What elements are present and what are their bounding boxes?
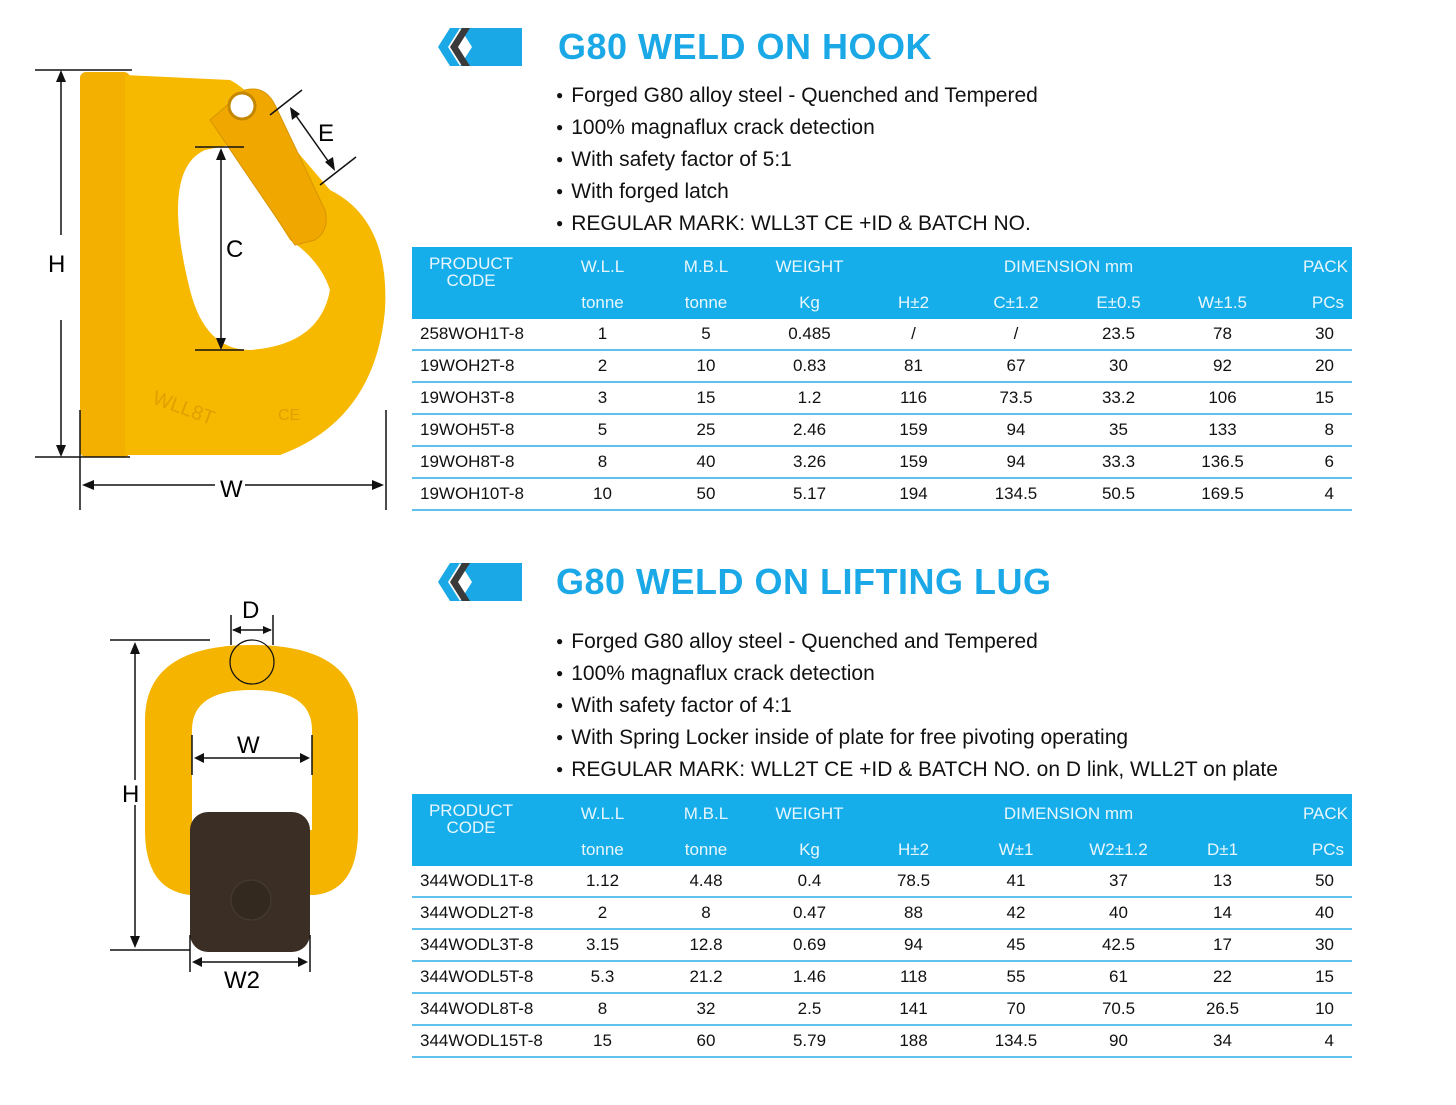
dimension-label-h: H xyxy=(122,781,140,808)
table-cell: 50 xyxy=(655,478,757,510)
header-product-code: PRODUCT CODE xyxy=(412,794,550,866)
table-cell: 5 xyxy=(655,319,757,350)
table-cell: 78.5 xyxy=(862,866,965,897)
table-cell: 14 xyxy=(1170,897,1275,929)
table-cell: 0.83 xyxy=(757,350,862,382)
double-chevron-icon xyxy=(438,28,522,66)
dimension-label-h: H xyxy=(48,251,66,278)
table-row xyxy=(412,961,1352,993)
table-cell: 5 xyxy=(550,414,655,446)
table-cell: 30 xyxy=(1067,350,1170,382)
table-cell: 55 xyxy=(965,961,1067,993)
header-pack-unit: PCs xyxy=(1275,834,1352,866)
product-code-cell: 344WODL8T-8 xyxy=(412,993,550,1025)
hook-product-image xyxy=(80,72,385,457)
feature-item: ● Forged G80 alloy steel - Quenched and Tempered xyxy=(556,627,1278,659)
table-cell: 94 xyxy=(862,929,965,961)
product-code-cell: 344WODL1T-8 xyxy=(412,866,550,897)
header-dim-h: H±2 xyxy=(862,287,965,319)
table-cell: 3.15 xyxy=(550,929,655,961)
header-weight-unit: Kg xyxy=(757,834,862,866)
weld-on-lifting-lug-diagram xyxy=(100,590,380,1000)
table-cell: 12.8 xyxy=(655,929,757,961)
table-row xyxy=(412,897,1352,929)
table-cell: 22 xyxy=(1170,961,1275,993)
table-cell: 134.5 xyxy=(965,1025,1067,1057)
table-row xyxy=(412,993,1352,1025)
table-cell: 10 xyxy=(550,478,655,510)
table-cell: 159 xyxy=(862,414,965,446)
table-cell: 118 xyxy=(862,961,965,993)
dimension-label-d: D xyxy=(242,597,260,624)
table-cell: 10 xyxy=(1275,993,1352,1025)
table-cell: 3.26 xyxy=(757,446,862,478)
table-cell: 1.2 xyxy=(757,382,862,414)
product-code-cell: 19WOH5T-8 xyxy=(412,414,550,446)
lug-spec-table xyxy=(412,794,1352,1058)
table-cell: 41 xyxy=(965,866,1067,897)
header-mbl: M.B.L xyxy=(655,794,757,834)
table-cell: 2 xyxy=(550,897,655,929)
header-dim-w2: W2±1.2 xyxy=(1067,834,1170,866)
table-cell: / xyxy=(862,319,965,350)
feature-item: ● 100% magnaflux crack detection xyxy=(556,659,1278,691)
table-cell: 8 xyxy=(1275,414,1352,446)
header-mbl: M.B.L xyxy=(655,247,757,287)
lug-product-image xyxy=(145,640,358,952)
section-title: G80 WELD ON LIFTING LUG xyxy=(556,561,1052,602)
table-cell: / xyxy=(965,319,1067,350)
table-cell: 30 xyxy=(1275,319,1352,350)
table-cell: 2.46 xyxy=(757,414,862,446)
table-cell: 32 xyxy=(655,993,757,1025)
table-cell: 116 xyxy=(862,382,965,414)
table-cell: 0.69 xyxy=(757,929,862,961)
table-cell: 15 xyxy=(1275,382,1352,414)
product-code-cell: 344WODL2T-8 xyxy=(412,897,550,929)
table-cell: 88 xyxy=(862,897,965,929)
table-cell: 92 xyxy=(1170,350,1275,382)
table-cell: 13 xyxy=(1170,866,1275,897)
table-cell: 34 xyxy=(1170,1025,1275,1057)
table-cell: 67 xyxy=(965,350,1067,382)
table-cell: 45 xyxy=(965,929,1067,961)
table-cell: 8 xyxy=(655,897,757,929)
header-dim-w: W±1 xyxy=(965,834,1067,866)
table-cell: 21.2 xyxy=(655,961,757,993)
table-cell: 2.5 xyxy=(757,993,862,1025)
table-cell: 159 xyxy=(862,446,965,478)
header-weight: WEIGHT xyxy=(757,794,862,834)
table-cell: 70 xyxy=(965,993,1067,1025)
table-cell: 5.3 xyxy=(550,961,655,993)
section-title: G80 WELD ON HOOK xyxy=(558,26,933,67)
table-cell: 5.79 xyxy=(757,1025,862,1057)
table-cell: 6 xyxy=(1275,446,1352,478)
table-cell: 10 xyxy=(655,350,757,382)
table-row xyxy=(412,350,1352,382)
table-cell: 42 xyxy=(965,897,1067,929)
table-cell: 35 xyxy=(1067,414,1170,446)
table-cell: 0.47 xyxy=(757,897,862,929)
header-wll-unit: tonne xyxy=(550,287,655,319)
table-cell: 194 xyxy=(862,478,965,510)
feature-item: ● REGULAR MARK: WLL2T CE +ID & BATCH NO. on D link, WLL2T on plate xyxy=(556,755,1278,787)
table-cell: 40 xyxy=(1067,897,1170,929)
product-code-cell: 344WODL3T-8 xyxy=(412,929,550,961)
feature-list xyxy=(556,627,1278,787)
header-dim-e: E±0.5 xyxy=(1067,287,1170,319)
product-code-cell: 258WOH1T-8 xyxy=(412,319,550,350)
table-cell: 61 xyxy=(1067,961,1170,993)
table-cell: 8 xyxy=(550,446,655,478)
table-cell: 94 xyxy=(965,446,1067,478)
product-code-cell: 344WODL5T-8 xyxy=(412,961,550,993)
table-cell: 136.5 xyxy=(1170,446,1275,478)
table-cell: 188 xyxy=(862,1025,965,1057)
table-row xyxy=(412,382,1352,414)
product-code-cell: 19WOH8T-8 xyxy=(412,446,550,478)
header-pack: PACK xyxy=(1275,247,1352,287)
feature-item: ● Forged G80 alloy steel - Quenched and Tempered xyxy=(556,81,1038,113)
header-dimension: DIMENSION mm xyxy=(862,247,1275,287)
header-mbl-unit: tonne xyxy=(655,834,757,866)
table-cell: 3 xyxy=(550,382,655,414)
table-cell: 8 xyxy=(550,993,655,1025)
table-cell: 106 xyxy=(1170,382,1275,414)
header-dim-h: H±2 xyxy=(862,834,965,866)
feature-item: ● With safety factor of 4:1 xyxy=(556,691,1278,723)
double-chevron-icon xyxy=(438,563,522,601)
dimension-label-e: E xyxy=(318,120,335,147)
table-cell: 169.5 xyxy=(1170,478,1275,510)
table-cell: 15 xyxy=(1275,961,1352,993)
dimension-label-w: W xyxy=(220,476,243,503)
table-cell: 50 xyxy=(1275,866,1352,897)
header-wll: W.L.L xyxy=(550,247,655,287)
table-cell: 26.5 xyxy=(1170,993,1275,1025)
table-cell: 37 xyxy=(1067,866,1170,897)
table-cell: 5.17 xyxy=(757,478,862,510)
table-cell: 60 xyxy=(655,1025,757,1057)
table-cell: 4 xyxy=(1275,478,1352,510)
table-row xyxy=(412,446,1352,478)
feature-item: ● REGULAR MARK: WLL3T CE +ID & BATCH NO. xyxy=(556,209,1038,241)
table-cell: 50.5 xyxy=(1067,478,1170,510)
svg-text:CE: CE xyxy=(278,407,301,424)
table-row xyxy=(412,929,1352,961)
table-cell: 94 xyxy=(965,414,1067,446)
table-cell: 15 xyxy=(550,1025,655,1057)
feature-item: ● With safety factor of 5:1 xyxy=(556,145,1038,177)
table-cell: 40 xyxy=(655,446,757,478)
table-cell: 4 xyxy=(1275,1025,1352,1057)
header-product-code: PRODUCT CODE xyxy=(412,247,550,319)
table-cell: 90 xyxy=(1067,1025,1170,1057)
svg-text:WLL8T: WLL8T xyxy=(149,387,218,430)
header-pack: PACK xyxy=(1275,794,1352,834)
table-cell: 40 xyxy=(1275,897,1352,929)
table-cell: 42.5 xyxy=(1067,929,1170,961)
dimension-label-c: C xyxy=(226,236,244,263)
table-cell: 4.48 xyxy=(655,866,757,897)
table-cell: 20 xyxy=(1275,350,1352,382)
table-cell: 1.12 xyxy=(550,866,655,897)
header-dim-c: C±1.2 xyxy=(965,287,1067,319)
table-cell: 1 xyxy=(550,319,655,350)
table-cell: 0.485 xyxy=(757,319,862,350)
table-row xyxy=(412,478,1352,510)
header-wll-unit: tonne xyxy=(550,834,655,866)
table-row xyxy=(412,1025,1352,1057)
header-mbl-unit: tonne xyxy=(655,287,757,319)
table-row xyxy=(412,319,1352,350)
table-cell: 33.2 xyxy=(1067,382,1170,414)
weld-on-hook-diagram xyxy=(30,60,400,520)
table-cell: 2 xyxy=(550,350,655,382)
feature-item: ● 100% magnaflux crack detection xyxy=(556,113,1038,145)
product-code-cell: 344WODL15T-8 xyxy=(412,1025,550,1057)
table-cell: 25 xyxy=(655,414,757,446)
table-cell: 15 xyxy=(655,382,757,414)
feature-list xyxy=(556,81,1038,241)
table-cell: 78 xyxy=(1170,319,1275,350)
header-weight: WEIGHT xyxy=(757,247,862,287)
header-pack-unit: PCs xyxy=(1275,287,1352,319)
table-cell: 134.5 xyxy=(965,478,1067,510)
product-code-cell: 19WOH3T-8 xyxy=(412,382,550,414)
table-row xyxy=(412,414,1352,446)
table-cell: 81 xyxy=(862,350,965,382)
header-dimension: DIMENSION mm xyxy=(862,794,1275,834)
header-dim-d: D±1 xyxy=(1170,834,1275,866)
table-cell: 17 xyxy=(1170,929,1275,961)
feature-item: ● With Spring Locker inside of plate for free pivoting operating xyxy=(556,723,1278,755)
table-cell: 30 xyxy=(1275,929,1352,961)
table-cell: 33.3 xyxy=(1067,446,1170,478)
table-cell: 1.46 xyxy=(757,961,862,993)
header-weight-unit: Kg xyxy=(757,287,862,319)
table-cell: 73.5 xyxy=(965,382,1067,414)
table-cell: 133 xyxy=(1170,414,1275,446)
header-wll: W.L.L xyxy=(550,794,655,834)
dimension-label-w2: W2 xyxy=(224,967,260,994)
product-code-cell: 19WOH10T-8 xyxy=(412,478,550,510)
hook-spec-table xyxy=(412,247,1352,511)
table-cell: 141 xyxy=(862,993,965,1025)
feature-item: ● With forged latch xyxy=(556,177,1038,209)
header-dim-w: W±1.5 xyxy=(1170,287,1275,319)
table-cell: 23.5 xyxy=(1067,319,1170,350)
table-cell: 70.5 xyxy=(1067,993,1170,1025)
table-row xyxy=(412,866,1352,897)
dimension-label-w: W xyxy=(237,732,260,759)
table-cell: 0.4 xyxy=(757,866,862,897)
product-code-cell: 19WOH2T-8 xyxy=(412,350,550,382)
